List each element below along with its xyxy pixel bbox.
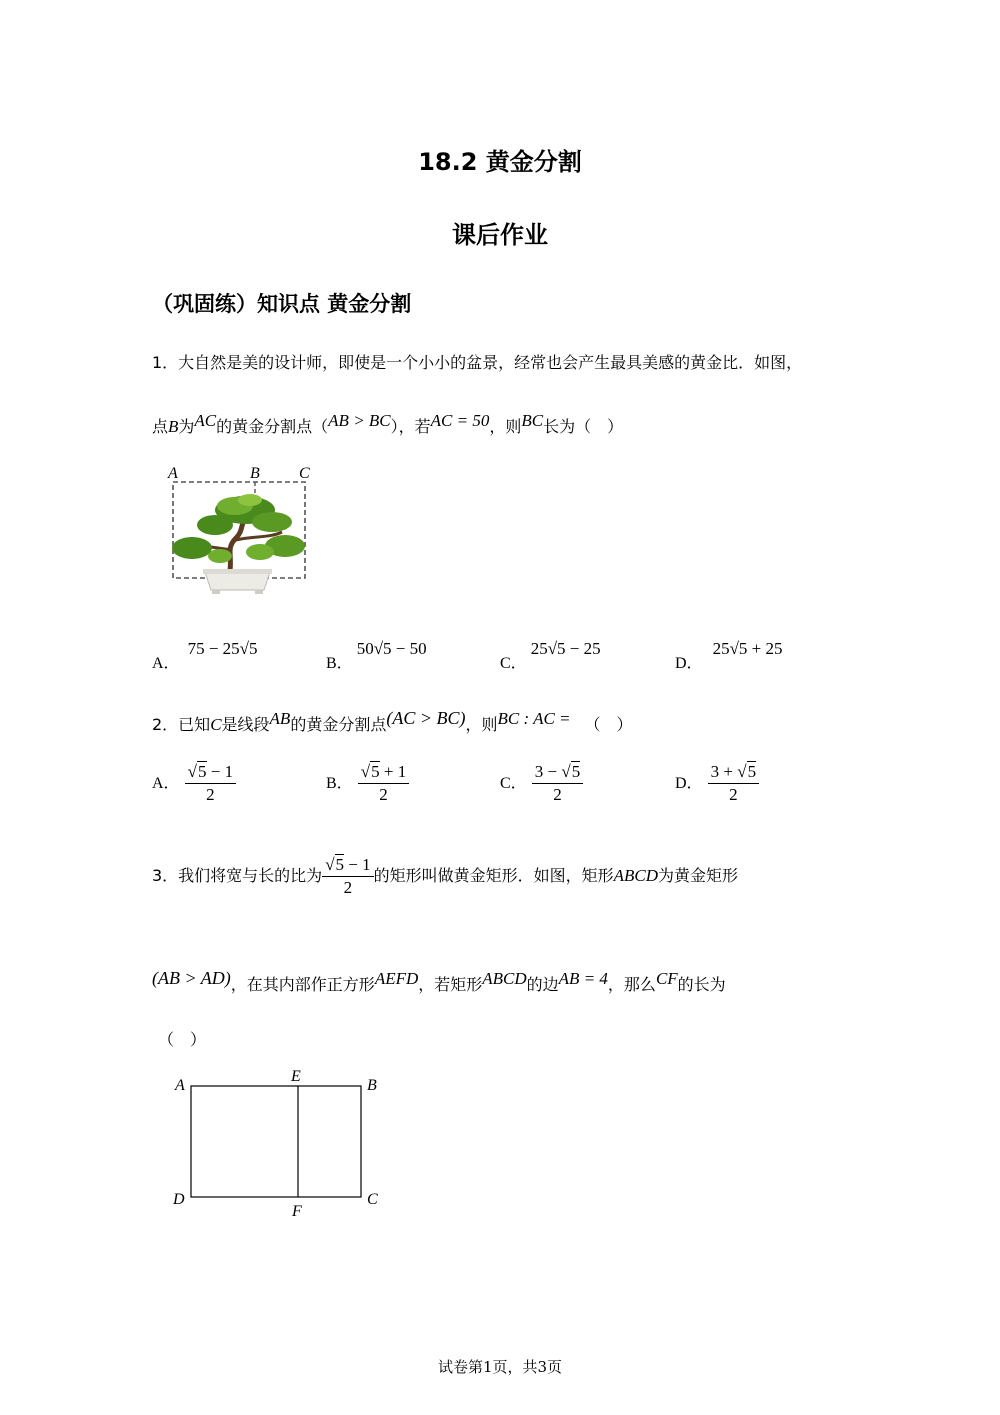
q3-math-ab4: AB = 4 [558, 969, 608, 988]
q1-math-ac50: AC = 50 [430, 411, 490, 430]
q1-math-bc: BC [521, 411, 544, 430]
fig1-label-b: B [250, 465, 260, 482]
bonsai-pot-icon [203, 569, 272, 594]
q3-math-abcd2: ABCD [482, 969, 527, 988]
fig3-label-c: C [367, 1191, 378, 1208]
page-subtitle: 课后作业 [452, 221, 548, 249]
q1-option-c[interactable] [500, 636, 601, 672]
page-footer: 试卷第1页，共3页 [437, 1358, 563, 1376]
q1-option-d-letter: D． [675, 655, 703, 672]
q2-option-c[interactable] [500, 762, 583, 805]
q3-text-e: ，若矩形 [418, 975, 483, 994]
q3-text-h: 的长为 [677, 975, 726, 994]
q2-option-d-frac: $\frac{3 + √5}{2}$ [708, 762, 759, 805]
q3-answer-paren: （ ） [158, 1030, 207, 1049]
q3-line1 [152, 855, 738, 898]
q3-math-cond: (AB > AD) [152, 968, 231, 988]
q2-option-b-frac: $\frac{√5 + 1}{2}$ [358, 762, 409, 805]
q2-text-d: ，则 [465, 715, 498, 734]
q1-option-b[interactable] [326, 636, 427, 672]
q1-figure [160, 460, 320, 600]
q1-text-e: ，则 [489, 417, 522, 436]
q1-line1: 1．大自然是美的设计师，即使是一个小小的盆景，经常也会产生最具美感的黄金比．如图， [152, 353, 803, 372]
fig3-label-f: F [292, 1203, 302, 1220]
q3-text-d: ，在其内部作正方形 [230, 975, 375, 994]
q3-text-g: ，那么 [607, 975, 656, 994]
q1-option-a[interactable] [152, 636, 258, 672]
q1-math-ac: AC [194, 411, 217, 430]
q1-text-c: 的黄金分割点（ [216, 417, 329, 436]
q2-math-c: C [210, 715, 222, 734]
q3-math-cf: CF [655, 969, 678, 988]
q1-math-b: B [168, 417, 179, 436]
q1-line2 [152, 411, 624, 437]
q3-math-abcd: ABCD [613, 866, 659, 885]
section-heading: （巩固练）知识点 黄金分割 [152, 292, 412, 316]
q3-figure [165, 1062, 395, 1222]
fig3-rectangle-abcd [191, 1086, 361, 1197]
bonsai-tree-icon [172, 494, 305, 570]
q2-option-b[interactable] [326, 762, 409, 805]
q2-text-a: 2．已知 [152, 715, 211, 734]
q3-line2 [152, 968, 726, 995]
q2-text-c: 的黄金分割点 [290, 715, 387, 734]
q2-option-c-letter: C． [500, 775, 527, 792]
q2-math-ab: AB [269, 709, 291, 728]
fig3-label-a: A [175, 1077, 185, 1094]
q1-option-a-letter: A． [152, 655, 180, 672]
fig3-label-d: D [173, 1191, 185, 1208]
q1-option-b-letter: B． [326, 655, 353, 672]
q2-option-d-letter: D． [675, 775, 703, 792]
fig3-label-b: B [367, 1077, 377, 1094]
q3-math-aefd: AEFD [374, 969, 419, 988]
q1-option-d[interactable] [675, 636, 783, 672]
q2-math-cond: (AC > BC) [386, 708, 466, 728]
q1-option-c-expr: 25√5 − 25 [530, 639, 601, 658]
q1-text-b: 为 [178, 417, 195, 436]
q2-option-a-letter: A． [152, 775, 180, 792]
q3-text-b: 的矩形叫做黄金矩形．如图，矩形 [373, 866, 614, 885]
q2-text-e: （ ） [584, 715, 633, 734]
fig3-label-e: E [291, 1068, 301, 1085]
q1-option-a-expr: 75 − 25√5 [187, 639, 258, 658]
q2-option-c-frac: $\frac{3 - √5}{2}$ [532, 762, 583, 805]
q2-line [152, 708, 633, 735]
fig1-label-c: C [299, 465, 310, 482]
q1-text-d: ），若 [390, 417, 431, 436]
q2-text-b: 是线段 [221, 715, 270, 734]
q1-text-a: 点 [152, 417, 169, 436]
fig1-label-a: A [168, 465, 178, 482]
q1-text-f: 长为（ ） [543, 417, 624, 436]
q3-golden-frac: $\frac{√5 - 1}{2}$ [322, 855, 373, 898]
q2-option-d[interactable] [675, 762, 759, 805]
q3-text-a: 3．我们将宽与长的比为 [152, 866, 323, 885]
q2-option-a[interactable] [152, 762, 236, 805]
q2-option-a-frac: $\frac{√5 - 1}{2}$ [185, 762, 236, 805]
page-title: 18.2 黄金分割 [418, 148, 582, 176]
q3-text-f: 的边 [526, 975, 559, 994]
q2-math-ratio: BC : AC = [497, 709, 571, 728]
q1-option-c-letter: C． [500, 655, 527, 672]
q1-math-cond: AB > BC [328, 411, 391, 430]
q3-text-c: 为黄金矩形 [658, 866, 739, 885]
q1-option-d-expr: 25√5 + 25 [712, 639, 783, 658]
q1-option-b-expr: 50√5 − 50 [356, 639, 427, 658]
q2-option-b-letter: B． [326, 775, 353, 792]
